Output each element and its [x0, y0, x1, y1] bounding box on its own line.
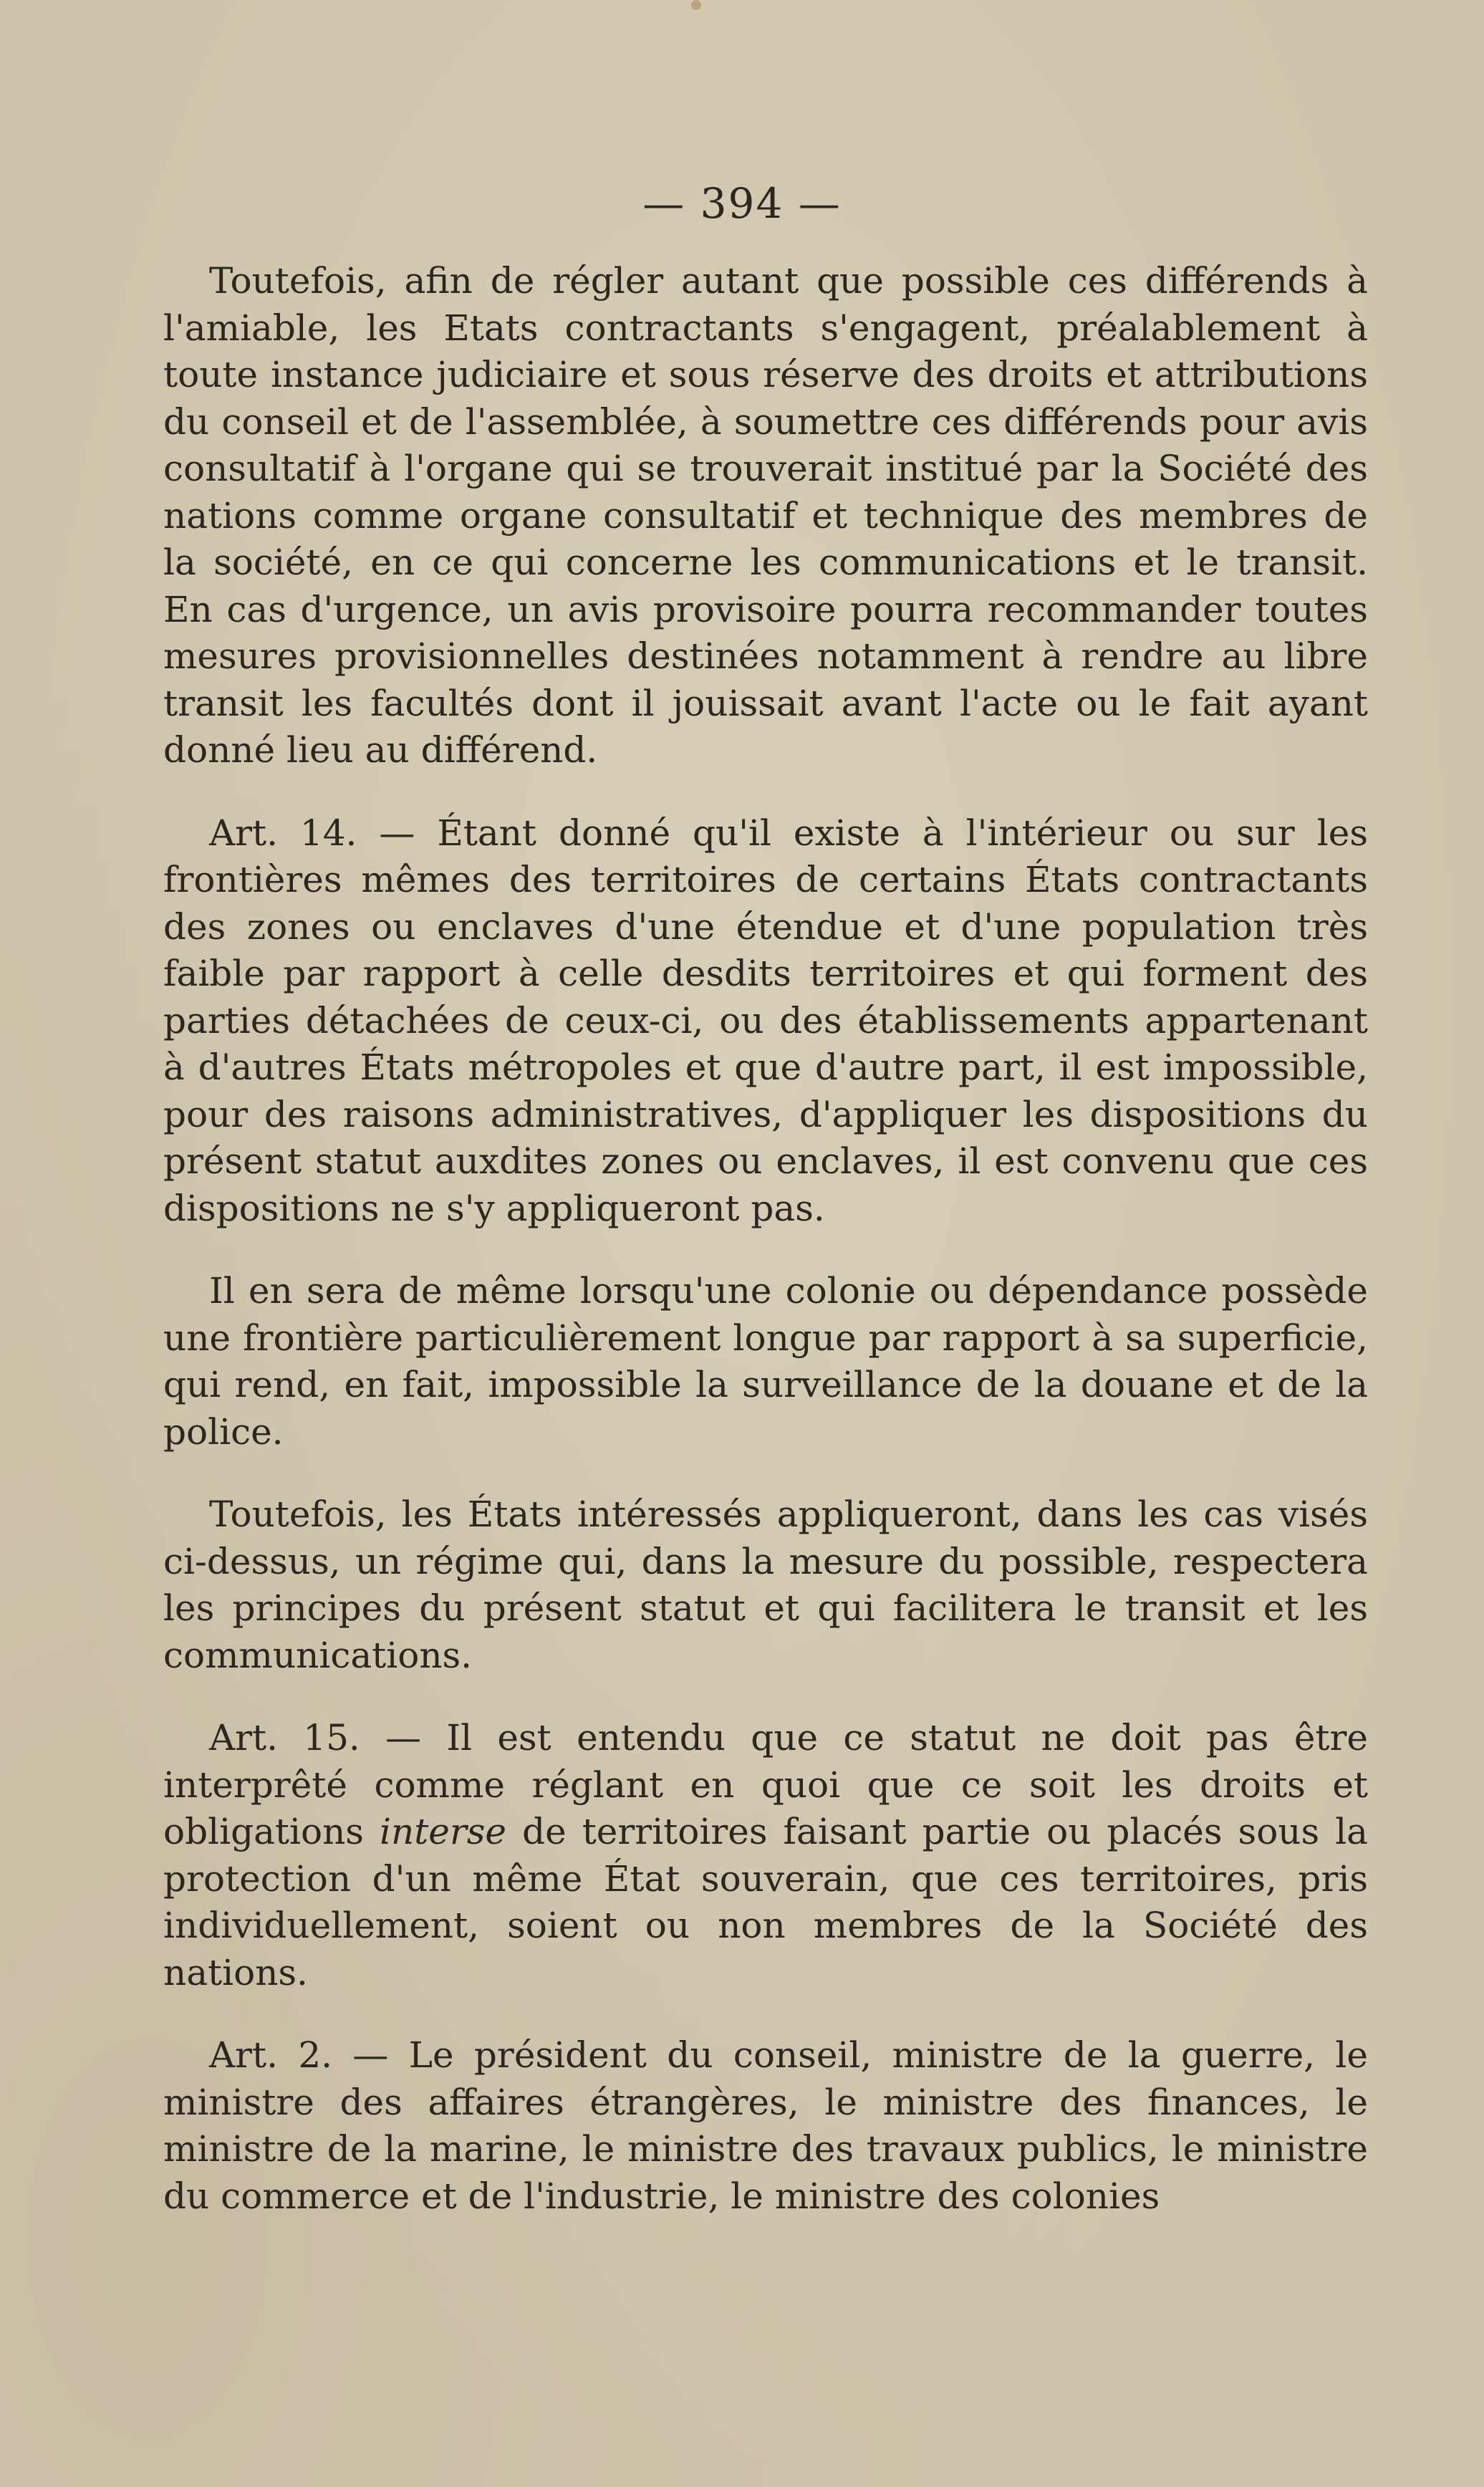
- paragraph-colonie: Il en sera de même lorsqu'une colonie ou dépendance possède une frontière particulièrement longue par rapport à sa superficie, qui rend, en fait, impossible la surveillance de la douane et de la police.: [163, 1270, 1368, 1453]
- body-text: [163, 258, 1368, 2220]
- paragraph-art-14: Art. 14. — Étant donné qu'il existe à l'intérieur ou sur les frontières mêmes des territoires de certains États contractants des zones ou enclaves d'une étendue et d'une population très faible par rapport à celle desdits territoires et qui forment des parties détachées de ceux-ci, ou des établissements appartenant à d'autres États métropoles et que d'autre part, il est impossible, pour des raisons administratives, d'appliquer les dispositions du présent statut auxdites zones ou enclaves, il est convenu que ces dispositions ne s'y appliqueront pas.: [163, 812, 1368, 1229]
- paragraph-art-15: [163, 1715, 1368, 1996]
- art-15-italic-term: interse: [380, 1811, 507, 1852]
- paragraph-art-2: Art. 2. — Le président du conseil, ministre de la guerre, le ministre des affaires étrangères, le ministre des finances, le ministre de la marine, le ministre des travaux publics, le ministre du commerce et de l'industrie, le ministre des colonies: [163, 2034, 1368, 2217]
- paragraph-arbitration: Toutefois, afin de régler autant que possible ces différends à l'amiable, les Etats contractants s'engagent, préalablement à toute instance judiciaire et sous réserve des droits et attributions du conseil et de l'assemblée, à soumettre ces différends pour avis consultatif à l'organe qui se trouverait institué par la Société des nations comme organe consultatif et technique des membres de la société, en ce qui concerne les communications et le transit. En cas d'urgence, un avis provisoire pourra recommander toutes mesures provisionnelles destinées notamment à rendre au libre transit les facultés dont il jouissait avant l'acte ou le fait ayant donné lieu au différend.: [163, 260, 1368, 771]
- paragraph-regime: Toutefois, les États intéressés appliqueront, dans les cas visés ci-dessus, un régime qui, dans la mesure du possible, respectera les principes du présent statut et qui facilitera le transit et les communications.: [163, 1493, 1368, 1676]
- page-number: — 394 —: [642, 179, 842, 228]
- binding-mark: [691, 0, 701, 10]
- art-15-text-start: Art. 15. — Il est entendu que ce statut ne doit pas être interprêté comme réglant en quoi que ce soit les droits et obligations: [163, 1717, 1368, 1852]
- art-15-text-end: de territoires faisant partie ou placés sous la protection d'un même État souverain, que ces territoires, pris individuellement, soient ou non membres de la Société des nations.: [163, 1811, 1368, 1993]
